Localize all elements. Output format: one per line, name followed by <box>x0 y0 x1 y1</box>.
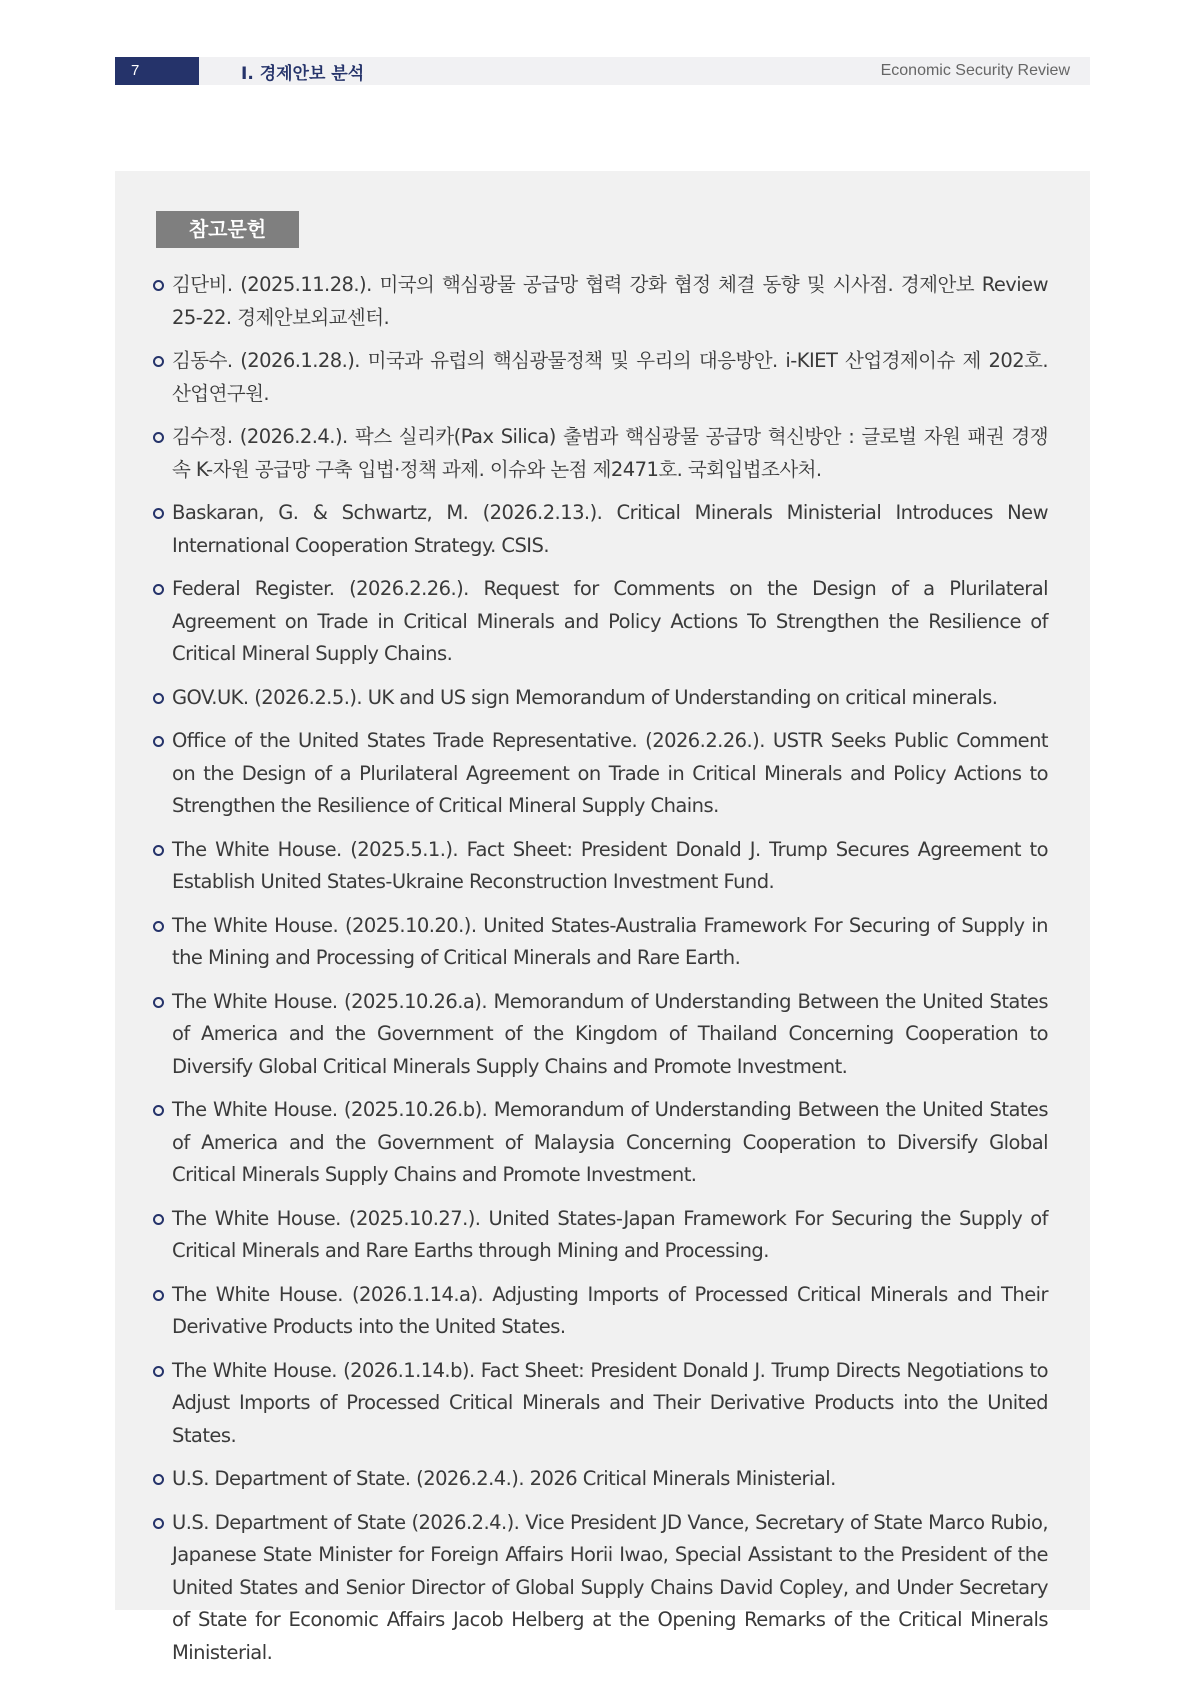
circle-bullet-icon <box>153 356 164 367</box>
reference-item <box>153 1355 1048 1453</box>
reference-item <box>153 1507 1048 1670</box>
reference-text: The White House. (2025.10.26.a). Memorandum of Understanding Between the United States of America and the Government of the Kingdom of Thailand Concerning Cooperation to Diversify Global Critical Minerals Supply Chains and Promote Investment. <box>172 989 1048 1078</box>
reference-text: Baskaran, G. & Schwartz, M. (2026.2.13.). Critical Minerals Ministerial Introduces New International Cooperation Strategy. CSIS. <box>172 501 1048 557</box>
circle-bullet-icon <box>153 1474 164 1485</box>
references-box <box>115 171 1090 1664</box>
reference-item <box>153 345 1048 410</box>
reference-text: 김단비. (2025.11.28.). 미국의 핵심광물 공급망 협력 강화 협정 체결 동향 및 시사점. 경제안보 Review 25-22. 경제안보외교센터. <box>172 273 1048 329</box>
reference-text: U.S. Department of State. (2026.2.4.). 2026 Critical Minerals Ministerial. <box>172 1467 836 1490</box>
reference-text: The White House. (2026.1.14.a). Adjusting Imports of Processed Critical Minerals and Their Derivative Products into the United States. <box>172 1282 1048 1338</box>
circle-bullet-icon <box>153 280 164 291</box>
reference-item <box>153 497 1048 562</box>
circle-bullet-icon <box>153 997 164 1008</box>
journal-name: Economic Security Review <box>880 62 1070 79</box>
reference-item <box>153 269 1048 334</box>
reference-text: The White House. (2025.10.20.). United States-Australia Framework For Securing of Supply in the Mining and Processing of Critical Minerals and Rare Earth. <box>172 913 1048 969</box>
reference-text: The White House. (2025.10.27.). United States-Japan Framework For Securing the Supply of Critical Minerals and Rare Earths through Mining and Processing. <box>172 1206 1048 1262</box>
circle-bullet-icon <box>153 845 164 856</box>
reference-text: Office of the United States Trade Representative. (2026.2.26.). USTR Seeks Public Comment on the Design of a Plurilateral Agreement on Trade in Critical Minerals and Policy Actions to Strengthen the Resilience of Critical Mineral Supply Chains. <box>172 729 1048 817</box>
section-title: Ⅰ. 경제안보 분석 <box>241 63 365 84</box>
circle-bullet-icon <box>153 1214 164 1225</box>
reference-text: 김수정. (2026.2.4.). 팍스 실리카(Pax Silica) 출범과 핵심광물 공급망 혁신방안 : 글로벌 자원 패권 경쟁 속 K-자원 공급망 구축 입법·정책 과제. 이슈와 논점 제2471호. 국회입법조사처. <box>172 425 1048 481</box>
page-number: 7 <box>115 57 199 85</box>
reference-item <box>153 910 1048 975</box>
circle-bullet-icon <box>153 693 164 704</box>
circle-bullet-icon <box>153 921 164 932</box>
reference-item <box>153 1279 1048 1344</box>
reference-item <box>153 573 1048 671</box>
reference-text: Federal Register. (2026.2.26.). Request for Comments on the Design of a Plurilateral Agreement on Trade in Critical Minerals and Policy Actions To Strengthen the Resilience of Critical Mineral Supply Chains. <box>172 577 1048 665</box>
circle-bullet-icon <box>153 432 164 443</box>
reference-item <box>153 725 1048 823</box>
circle-bullet-icon <box>153 508 164 519</box>
circle-bullet-icon <box>153 584 164 595</box>
circle-bullet-icon <box>153 1290 164 1301</box>
circle-bullet-icon <box>153 1105 164 1116</box>
circle-bullet-icon <box>153 1366 164 1377</box>
reference-item <box>153 834 1048 899</box>
circle-bullet-icon <box>153 736 164 747</box>
reference-text: The White House. (2026.1.14.b). Fact Sheet: President Donald J. Trump Directs Negotiations to Adjust Imports of Processed Critical Minerals and Their Derivative Products into the United States. <box>172 1358 1048 1447</box>
reference-text: 김동수. (2026.1.28.). 미국과 유럽의 핵심광물정책 및 우리의 대응방안. i-KIET 산업경제이슈 제 202호. 산업연구원. <box>172 349 1048 405</box>
reference-item <box>153 1094 1048 1192</box>
reference-text: The White House. (2025.5.1.). Fact Sheet: President Donald J. Trump Secures Agreement to Establish United States-Ukraine Reconstruction Investment Fund. <box>172 837 1048 893</box>
circle-bullet-icon <box>153 1518 164 1529</box>
page-header <box>115 57 1090 85</box>
reference-text: GOV.UK. (2026.2.5.). UK and US sign Memorandum of Understanding on critical minerals. <box>172 685 998 709</box>
references-title: 참고문헌 <box>156 211 299 248</box>
reference-text: U.S. Department of State (2026.2.4.). Vice President JD Vance, Secretary of State Marco Rubio, Japanese State Minister for Foreign Affairs Horii Iwao, Special Assistant to the President of the United States and Senior Director of Global Supply Chains David Copley, and Under Secretary of State for Economic Affairs Jacob Helberg at the Opening Remarks of the Critical Minerals Ministerial. <box>172 1510 1048 1664</box>
reference-item <box>153 1203 1048 1268</box>
reference-item <box>153 986 1048 1084</box>
reference-list <box>153 269 1048 1680</box>
reference-item <box>153 682 1048 715</box>
reference-text: The White House. (2025.10.26.b). Memorandum of Understanding Between the United States of America and the Government of Malaysia Concerning Cooperation to Diversify Global Critical Minerals Supply Chains and Promote Investment. <box>172 1098 1048 1186</box>
reference-item <box>153 421 1048 486</box>
reference-item <box>153 1463 1048 1496</box>
